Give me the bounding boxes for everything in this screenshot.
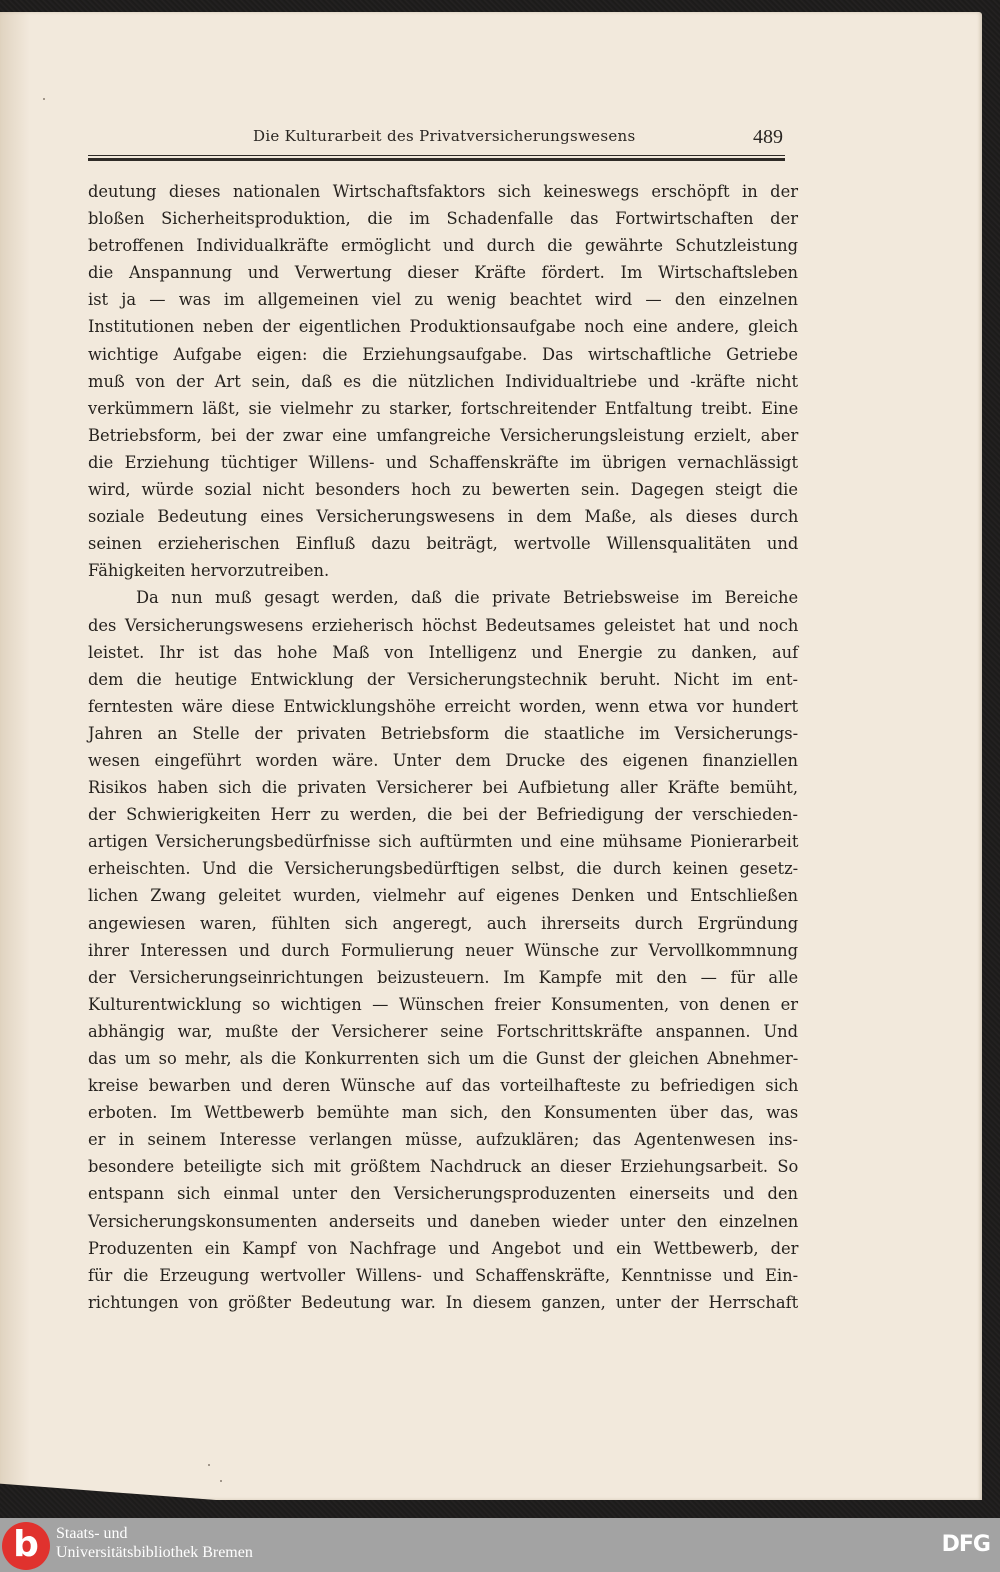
page-number: 489 — [753, 126, 783, 148]
text-line: die Anspannung und Verwertung dieser Kräfte fördert. Im Wirtschaftsleben — [88, 263, 799, 283]
text-line: dem die heutige Entwicklung der Versicherungstechnik beruht. Nicht im ent- — [88, 669, 798, 689]
text-line: verkümmern läßt, sie vielmehr zu starker, fortschreitender Entfaltung treibt. Eine — [88, 398, 799, 418]
text-line: Fähigkeiten hervorzutreiben. — [88, 561, 330, 581]
dfg-logo-icon[interactable]: DFG — [941, 1532, 990, 1557]
running-title: Die Kulturarbeit des Privatversicherungswesens — [253, 127, 636, 145]
text-line: der Schwierigkeiten Herr zu werden, die bei der Befriedigung der verschieden- — [88, 805, 798, 825]
text-line: für die Erzeugung wertvoller Willens- und Schaffenskräfte, Kenntnisse und Ein- — [88, 1265, 799, 1285]
text-line: ferntesten wäre diese Entwicklungshöhe erreicht worden, wenn etwa vor hundert — [88, 696, 798, 716]
paper-speck — [220, 1480, 222, 1482]
text-line: Produzenten ein Kampf von Nachfrage und Angebot und ein Wettbewerb, der — [88, 1238, 799, 1258]
text-line: soziale Bedeutung eines Versicherungswesens in dem Maße, als dieses durch — [88, 507, 799, 527]
text-line: Betriebsform, bei der zwar eine umfangreiche Versicherungsleistung erzielt, aber — [88, 425, 799, 445]
text-line: er in seinem Interesse verlangen müsse, aufzuklären; das Agentenwesen ins- — [88, 1130, 798, 1150]
library-name-line-2: Universitätsbibliothek Bremen — [56, 1544, 253, 1561]
text-line: Versicherungskonsumenten anderseits und daneben wieder unter den einzelnen — [88, 1211, 799, 1231]
text-line: ist ja — was im allgemeinen viel zu wenig beachtet wird — den einzelnen — [88, 290, 798, 310]
text-line: seinen erzieherischen Einfluß dazu beiträgt, wertvolle Willensqualitäten und — [88, 534, 799, 554]
text-line: muß von der Art sein, daß es die nützlichen Individualtriebe und -kräfte nicht — [88, 371, 798, 391]
text-line: deutung dieses nationalen Wirtschaftsfaktors sich keineswegs erschöpft in der — [88, 182, 798, 201]
library-footer — [0, 1518, 1000, 1572]
text-line: betroffenen Individualkräfte ermöglicht und durch die gewährte Schutzleistung — [88, 236, 799, 256]
text-line: Risikos haben sich die privaten Versicherer bei Aufbietung aller Kräfte bemüht, — [88, 778, 798, 798]
text-line: wesen eingeführt worden wäre. Unter dem Drucke des eigenen finanziellen — [88, 750, 798, 770]
text-line: lichen Zwang geleitet wurden, vielmehr auf eigenes Denken und Entschließen — [88, 886, 798, 906]
paper-speck — [43, 98, 45, 100]
text-line: Jahren an Stelle der privaten Betriebsform die staatliche im Versicherungs- — [88, 723, 799, 743]
text-line: erboten. Im Wettbewerb bemühte man sich, den Konsumenten über das, was — [88, 1103, 799, 1123]
text-line: richtungen von größter Bedeutung war. In diesem ganzen, unter der Herrschaft — [88, 1292, 799, 1312]
text-line: besondere beteiligte sich mit größtem Nachdruck an dieser Erziehungsarbeit. So — [88, 1157, 799, 1177]
body-text — [88, 178, 798, 1316]
library-logo-icon[interactable] — [2, 1522, 50, 1570]
text-line: Da nun muß gesagt werden, daß die private Betriebsweise im Bereiche — [136, 588, 799, 608]
text-line: Institutionen neben der eigentlichen Produktionsaufgabe noch eine andere, gleich — [88, 317, 799, 337]
text-line: erheischten. Und die Versicherungsbedürftigen selbst, die durch keinen gesetz- — [88, 859, 799, 879]
library-logo-letter: b — [13, 1524, 39, 1565]
header-rule-thick — [88, 158, 785, 161]
text-line: wichtige Aufgabe eigen: die Erziehungsaufgabe. Das wirtschaftliche Getriebe — [88, 344, 798, 364]
text-line: Kulturentwicklung so wichtigen — Wünschen freier Konsumenten, von denen er — [88, 994, 798, 1014]
text-line: kreise bewarben und deren Wünsche auf das vorteilhafteste zu befriedigen sich — [88, 1076, 799, 1096]
text-line: wird, würde sozial nicht besonders hoch zu bewerten sein. Dagegen steigt die — [88, 480, 798, 500]
text-line: angewiesen waren, fühlten sich angeregt, auch ihrerseits durch Ergründung — [88, 913, 799, 933]
text-line: artigen Versicherungsbedürfnisse sich auftürmten und eine mühsame Pionierarbeit — [88, 832, 799, 852]
text-line: das um so mehr, als die Konkurrenten sich um die Gunst der gleichen Abnehmer- — [88, 1049, 799, 1068]
text-line: leistet. Ihr ist das hohe Maß von Intelligenz und Energie zu danken, auf — [88, 642, 799, 662]
paper-speck — [208, 1464, 210, 1466]
text-line: ihrer Interessen und durch Formulierung neuer Wünsche zur Vervollkommnung — [88, 940, 798, 960]
text-line: entspann sich einmal unter den Versicherungsproduzenten einerseits und den — [88, 1184, 798, 1204]
library-name[interactable] — [56, 1524, 253, 1562]
text-line: bloßen Sicherheitsproduktion, die im Schadenfalle das Fortwirtschaften der — [88, 209, 798, 229]
header-rule-thin — [88, 155, 785, 156]
running-header — [88, 126, 785, 152]
library-name-line-1: Staats- und — [56, 1525, 128, 1542]
text-line: abhängig war, mußte der Versicherer seine Fortschrittskräfte anspannen. Und — [88, 1021, 798, 1041]
text-line: die Erziehung tüchtiger Willens- und Schaffenskräfte im übrigen vernachlässigt — [88, 452, 798, 472]
text-line: der Versicherungseinrichtungen beizusteuern. Im Kampfe mit den — für alle — [88, 967, 799, 987]
text-line: des Versicherungswesens erzieherisch höchst Bedeutsames geleistet hat und noch — [88, 615, 799, 635]
